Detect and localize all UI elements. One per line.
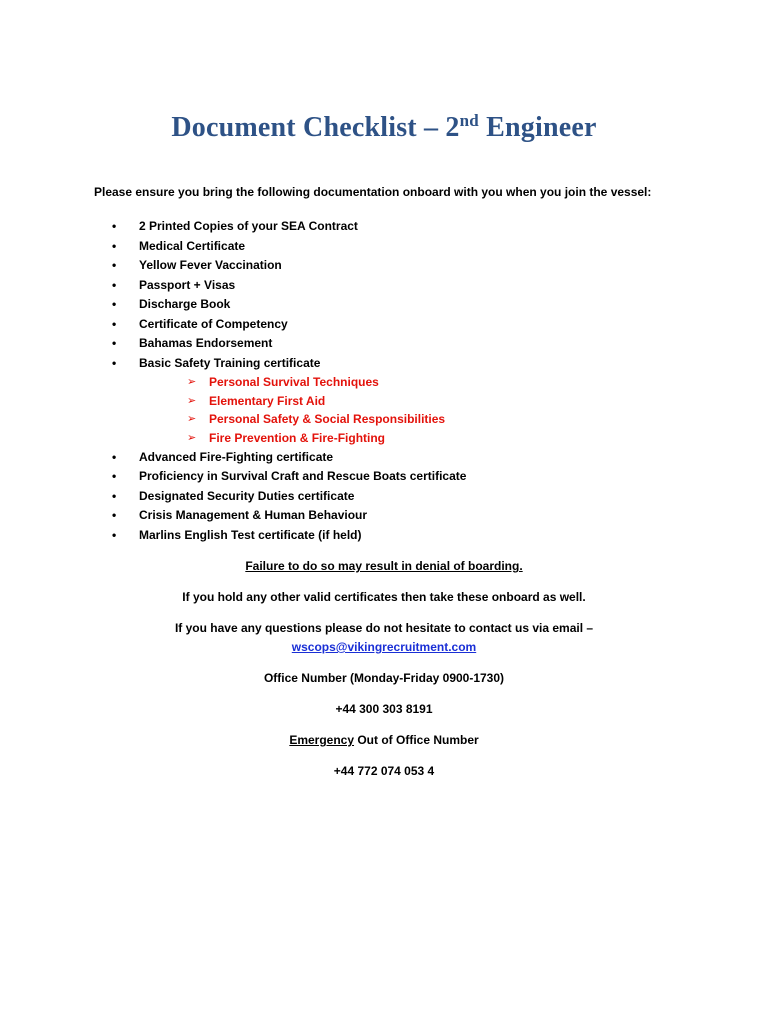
page-title bbox=[0, 112, 768, 144]
document-checklist bbox=[0, 217, 768, 545]
bullet-icon: • bbox=[112, 219, 117, 233]
bullet-icon: • bbox=[112, 316, 117, 331]
bullet-icon: • bbox=[112, 277, 117, 292]
item-label: Passport + Visas bbox=[139, 277, 236, 292]
email-line bbox=[0, 640, 768, 654]
list-item bbox=[0, 256, 768, 276]
list-item bbox=[0, 334, 768, 354]
bullet-icon: • bbox=[112, 258, 117, 272]
boarding-warning: Failure to do so may result in denial of boarding. bbox=[245, 559, 523, 573]
sub-item-label: Elementary First Aid bbox=[209, 393, 326, 408]
item-label: Yellow Fever Vaccination bbox=[139, 258, 282, 272]
other-certificates-note: If you hold any other valid certificates then take these onboard as well. bbox=[182, 590, 586, 604]
item-label: Crisis Management & Human Behaviour bbox=[139, 508, 368, 523]
title-main: Document Checklist – 2 bbox=[171, 112, 460, 143]
bullet-icon: • bbox=[112, 527, 117, 542]
bullet-icon: • bbox=[112, 488, 117, 503]
sub-item-label: Personal Safety & Social Responsibilities bbox=[209, 412, 446, 427]
list-item bbox=[0, 467, 768, 487]
arrow-bullet-icon: ➢ bbox=[187, 394, 197, 407]
sub-list-item bbox=[0, 410, 768, 429]
list-item bbox=[0, 448, 768, 468]
sub-list-item bbox=[0, 373, 768, 392]
arrow-bullet-icon: ➢ bbox=[187, 432, 197, 445]
emergency-phone-number: +44 772 074 053 4 bbox=[333, 764, 435, 778]
list-item bbox=[0, 354, 768, 374]
bullet-icon: • bbox=[112, 355, 117, 370]
office-phone-number: +44 300 303 8191 bbox=[335, 702, 433, 716]
item-label: Basic Safety Training certificate bbox=[139, 355, 321, 370]
sub-list-item bbox=[0, 392, 768, 411]
emergency-word: Emergency bbox=[289, 733, 355, 747]
bullet-icon: • bbox=[112, 336, 117, 350]
arrow-bullet-icon: ➢ bbox=[187, 413, 197, 426]
list-item bbox=[0, 315, 768, 335]
email-link[interactable]: wscops@vikingrecruitment.com bbox=[291, 640, 477, 654]
sub-item-label: Personal Survival Techniques bbox=[209, 375, 379, 389]
list-item bbox=[0, 217, 768, 237]
questions-note: If you have any questions please do not hesitate to contact us via email – bbox=[174, 621, 594, 635]
item-label: Medical Certificate bbox=[139, 238, 246, 253]
item-label: Certificate of Competency bbox=[139, 316, 288, 331]
office-hours-label: Office Number (Monday-Friday 0900-1730) bbox=[263, 671, 505, 685]
list-item bbox=[0, 526, 768, 546]
title-superscript: nd bbox=[459, 111, 479, 130]
emergency-label bbox=[0, 733, 768, 747]
title-end: Engineer bbox=[478, 112, 597, 143]
list-item bbox=[0, 506, 768, 526]
list-item bbox=[0, 487, 768, 507]
bullet-icon: • bbox=[112, 508, 117, 523]
list-item bbox=[0, 237, 768, 257]
bullet-icon: • bbox=[112, 238, 117, 253]
item-label: Proficiency in Survival Craft and Rescue Boats certificate bbox=[139, 469, 467, 484]
item-label: Marlins English Test certificate (if held) bbox=[139, 527, 362, 542]
sub-item-label: Fire Prevention & Fire-Fighting bbox=[209, 431, 386, 446]
bullet-icon: • bbox=[112, 297, 117, 311]
bullet-icon: • bbox=[112, 449, 117, 464]
item-label: Bahamas Endorsement bbox=[139, 336, 273, 350]
item-label: 2 Printed Copies of your SEA Contract bbox=[139, 219, 358, 233]
sub-list-item bbox=[0, 429, 768, 448]
intro-text: Please ensure you bring the following documentation onboard with you when you join the vessel: bbox=[94, 185, 652, 199]
item-label: Discharge Book bbox=[139, 297, 231, 311]
bullet-icon: • bbox=[112, 469, 117, 484]
arrow-bullet-icon: ➢ bbox=[187, 376, 197, 388]
item-label: Advanced Fire-Fighting certificate bbox=[139, 449, 334, 464]
emergency-label-rest: Out of Office Number bbox=[354, 733, 479, 747]
list-item bbox=[0, 295, 768, 315]
item-label: Designated Security Duties certificate bbox=[139, 488, 355, 503]
list-item bbox=[0, 276, 768, 296]
